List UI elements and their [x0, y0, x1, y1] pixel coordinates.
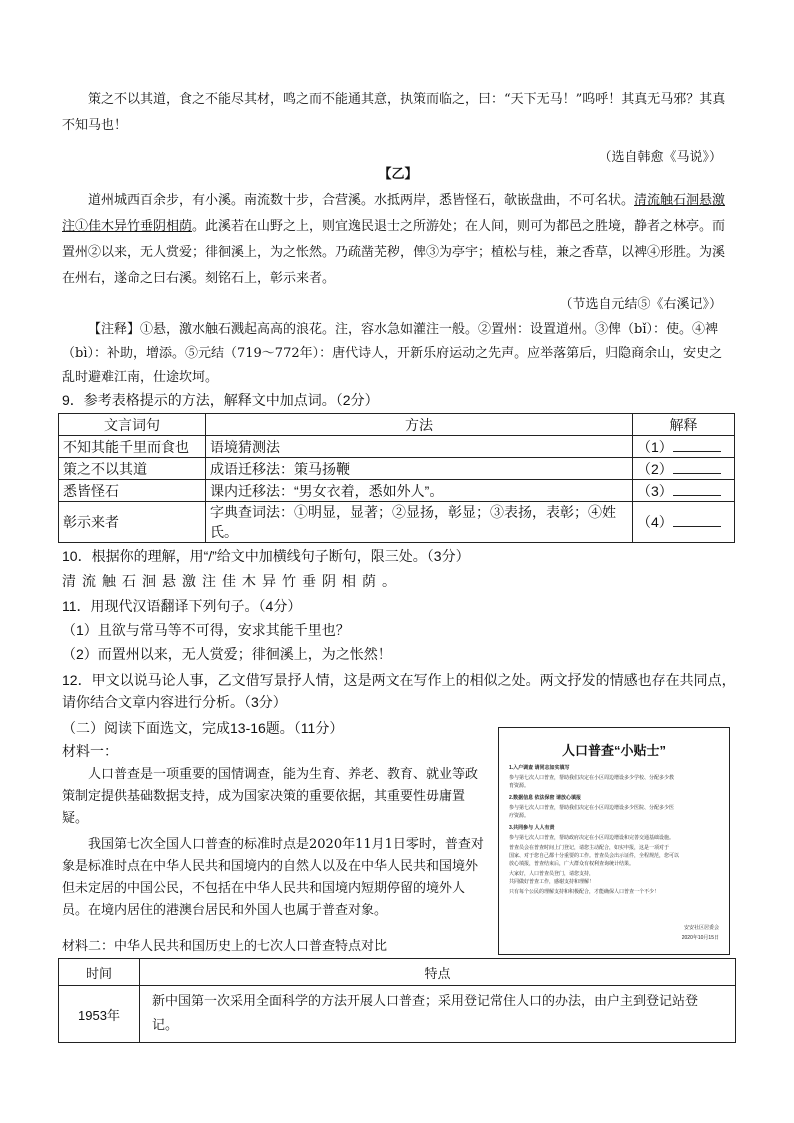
- q12-prompt-line1: 12．甲文以说马论人事，乙文借写景抒人情，这是两文在写作上的相似之处。两文抒发的情感也存在共同点，: [62, 672, 736, 688]
- poster-line: 只有每个公民的理解支持和积极配合，才能确保人口普查一个不少！: [509, 889, 660, 895]
- material1-paragraph: 我国第七次全国人口普查的标准时点是2020年11月1日零时，普查对象是标准时点在中华人民共和国境内的自然人以及在中华人民共和国境外但未定居的中国公民，不包括在中华人民共和国境内短期停留的境外人员。在境内居住的港澳台居民和外国人也属于普查对象。: [62, 837, 484, 918]
- answer-blank[interactable]: [673, 514, 721, 527]
- census-time: 1953年: [59, 986, 140, 1043]
- material1-text: [62, 764, 486, 922]
- q9-table: [58, 413, 735, 543]
- answer-blank[interactable]: [673, 461, 721, 474]
- census-col-time: 时间: [59, 959, 140, 986]
- q9-num: （3）: [637, 482, 673, 499]
- poster-line: 参与第七次人口普查，帮助政府决定在小区周边增设和完善交通基础设施。: [509, 835, 675, 841]
- census-feature: 新中国第一次采用全面科学的方法开展人口普查；采用登记常住人口的办法，由户主到登记站登记。: [140, 986, 736, 1043]
- jia-passage: [62, 87, 734, 171]
- q11-sentence-1: （1）且欲与常马等不可得，安求其能千里也？: [62, 622, 350, 638]
- jia-source: （选自韩愈《马说》）: [598, 150, 722, 165]
- q9-num: （1）: [637, 438, 673, 455]
- q9-phrase: 不知其能千里而食也: [59, 436, 206, 458]
- yi-passage: [62, 162, 734, 390]
- q9-method: 课内迁移法：“男女衣着，悉如外人”。: [206, 480, 633, 502]
- census-col-feature: 特点: [140, 959, 736, 986]
- census-table: [58, 958, 736, 1043]
- yi-text-a: 道州城西百余步，有小溪。南流数十步，合营溪。水抵两岸，悉皆怪石，欹嵌盘曲，不可名状。: [88, 193, 635, 208]
- q9-col-method: 方法: [206, 414, 633, 436]
- poster-line: 育资源。: [509, 783, 530, 789]
- poster-line: 放心填报，普查结束后，广大群众有权利查询统计结果。: [509, 861, 635, 867]
- yi-heading: 【乙】: [378, 167, 418, 182]
- q10-prompt: 10．根据你的理解，用“/”给文中加横线句子断句，限三处。（3分）: [62, 548, 470, 564]
- jia-paragraph: 策之不以其道，食之不能尽其材，鸣之而不能通其意，执策而临之，曰：“天下无马！”呜呼！其真无马邪？其真不知马也！: [62, 92, 726, 133]
- census-header-row: [59, 959, 736, 986]
- material1-paragraph: 人口普查是一项重要的国情调查，能为生育、养老、教育、就业等政策制定提供基础数据支持，成为国家决策的重要依据，其重要性毋庸置疑。: [62, 767, 479, 826]
- q9-row: [59, 436, 735, 458]
- q9-prompt: 9．参考表格提示的方法，解释文中加点词。（2分）: [62, 392, 379, 408]
- q9-row: [59, 502, 735, 543]
- q9-phrase: 彰示来者: [59, 502, 206, 543]
- yi-notes: 【注释】①悬，激水触石溅起高高的浪花。注，容水急如灌注一般。②置州：设置道州。③俾（bǐ）：使。④裨（bì）：补助，增添。⑤元结（719～772年）：唐代诗人，开新乐府运动之先声。应举落第后，归隐商余山，安史之乱时避难江南，仕途坎坷。: [62, 322, 723, 385]
- q9-answer-cell[interactable]: [633, 480, 735, 502]
- poster-line: 3.共同参与 人人有责: [509, 825, 555, 831]
- poster-line: 参与第七次人口普查，帮助我们决定在小区周边增设多少学校、分配多少教: [509, 775, 675, 781]
- poster-line: 疗资源。: [509, 813, 530, 819]
- yi-underlined-sentence: 清流触石洄悬激注①佳木异竹垂阴相荫: [62, 193, 726, 234]
- q9-answer-cell[interactable]: [633, 502, 735, 543]
- q9-num: （2）: [637, 460, 673, 477]
- poster-line: 参与第七次人口普查，帮助我们决定在小区周边增设多少医院、分配多少医: [509, 805, 675, 811]
- q10-sentence: 清流触石洄悬激注佳木异竹垂阴相荫。: [62, 573, 402, 589]
- poster-title: 人口普查“小贴士”: [561, 743, 666, 758]
- answer-blank[interactable]: [673, 439, 721, 452]
- q11-sentence-2: （2）而置州以来，无人赏爱；徘徊溪上，为之怅然！: [62, 646, 392, 662]
- q9-answer-cell[interactable]: [633, 458, 735, 480]
- q9-phrase: 悉皆怪石: [59, 480, 206, 502]
- part2-heading: （二）阅读下面选文，完成13-16题。（11分）: [62, 720, 344, 736]
- answer-blank[interactable]: [673, 483, 721, 496]
- q9-answer-cell[interactable]: [633, 436, 735, 458]
- q11-prompt: 11．用现代汉语翻译下列句子。（4分）: [62, 598, 302, 614]
- poster-org: 安安社区居委会: [683, 925, 719, 931]
- material1-label: 材料一：: [62, 743, 118, 759]
- yi-source: （节选自元结⑤《右溪记》）: [559, 297, 722, 312]
- q9-phrase: 策之不以其道: [59, 458, 206, 480]
- poster-line: 1.入户调查 请同志如实填写: [509, 765, 570, 771]
- census-row: [59, 986, 736, 1043]
- q9-row: [59, 458, 735, 480]
- q9-method: 字典查词法：①明显，显著；②显扬，彰显；③表扬，表彰；④姓氏。: [206, 502, 633, 543]
- poster-date: 2020年10月15日: [681, 935, 719, 941]
- q9-num: （4）: [637, 514, 673, 530]
- q9-col-answer: 解释: [633, 414, 735, 436]
- q12-prompt-line2: 请你结合文章内容进行分析。（3分）: [62, 694, 287, 710]
- material2-label: 材料二：中华人民共和国历史上的七次人口普查特点对比: [62, 938, 388, 953]
- q9-col-phrase: 文言词句: [59, 414, 206, 436]
- poster-line: 2.数据信息 依法保密 请放心填报: [509, 795, 581, 801]
- poster-line: 普查员会在普查时间上门登记，请您主动配合，如实申报，这是一项对于: [509, 845, 670, 851]
- poster-line: 共同做好普查工作，感谢支持和理解！: [509, 879, 595, 885]
- yi-paragraph: [62, 188, 734, 292]
- census-tips-poster: [498, 727, 730, 955]
- yi-text-b: 。此溪若在山野之上，则宜逸民退士之所游处；在人间，则可为都邑之胜境，静者之林亭。而置州②以来，无人赏爱；徘徊溪上，为之怅然。乃疏凿芜秽，俾③为亭宇；植松与桂，兼之香草，以裨④形胜。为溪在州右，遂命之曰右溪。刻铭石上，彰示来者。: [62, 219, 726, 286]
- q9-method: 语境猜测法: [206, 436, 633, 458]
- q9-row: [59, 480, 735, 502]
- q9-header-row: [59, 414, 735, 436]
- poster-line: 国家、对于您自己都十分重要的工作。普查员会出示证件，全程规范，您可以: [509, 853, 680, 859]
- q9-method: 成语迁移法：策马扬鞭: [206, 458, 633, 480]
- poster-line: 大家好，人口普查员登门，请您支持，: [509, 871, 595, 877]
